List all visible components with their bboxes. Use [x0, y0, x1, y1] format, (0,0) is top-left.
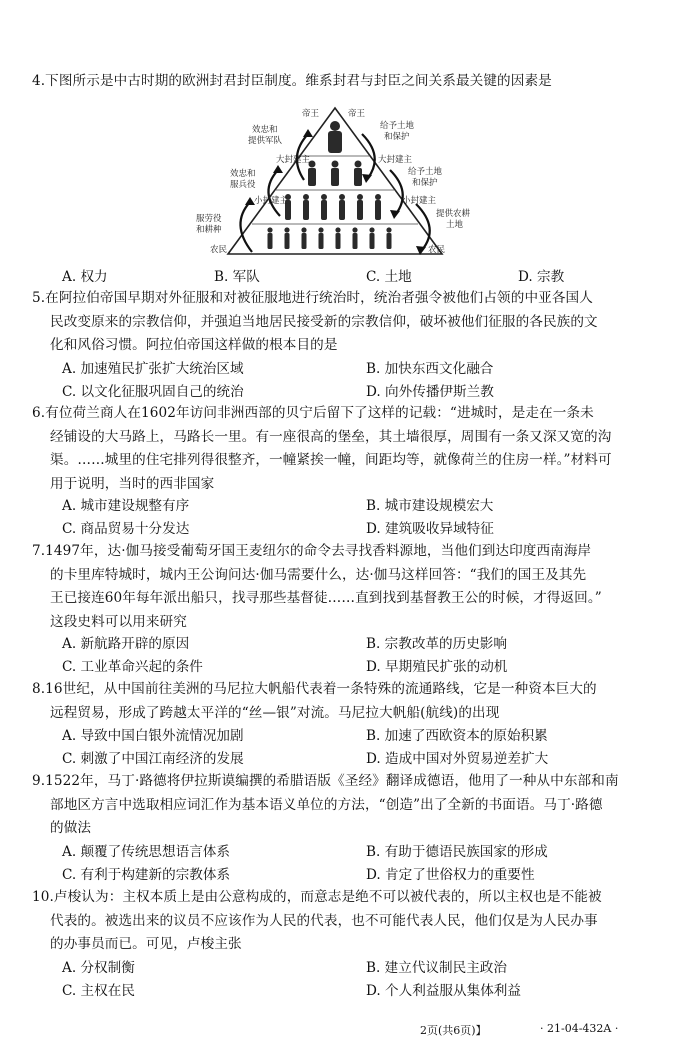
- svg-text:效忠和: 效忠和: [252, 125, 278, 135]
- right-label-emperor: 帝王: [348, 109, 366, 119]
- question-7: 7.1497年，达·伽马接受葡萄牙国王麦纽尔的命令去寻找香料源地，当他们到达印度西南海岸 的卡里库特城时，城内王公询问达·伽马需要什么，达·伽马这样回答：“我们的国王及其先 王已接连60年每年派出船只，找寻那些基督徒……直到找到基督教王公的时候，才得返回。” 这段史料可以用来研究: [32, 543, 602, 630]
- question-4: [32, 70, 652, 94]
- svg-text:和耕种: 和耕种: [196, 225, 222, 235]
- svg-text:服兵役: 服兵役: [230, 180, 256, 190]
- question-6: 6.有位荷兰商人在1602年访问非洲西部的贝宁后留下了这样的记载：“进城时，是走在一条未 经铺设的大马路上，马路长一里。有一座很高的堡垒，其土墙很厚，周围有一条又深又宽的沟 渠。……城里的住宅排列得很整齐，一幢紧挨一幢，间距均等，就像荷兰的住房一样。”材料可 用于说明，当时的西非国家: [32, 405, 612, 492]
- paper-code: · 21-04-432A ·: [540, 1022, 619, 1035]
- question-8: 8.16世纪，从中国前往美洲的马尼拉大帆船代表着一条特殊的流通路线，它是一种资本巨大的 远程贸易，形成了跨越太平洋的“丝—银”对流。马尼拉大帆船(航线)的出现: [32, 681, 597, 721]
- svg-text:小封建主: 小封建主: [254, 196, 289, 206]
- svg-text:大封建主: 大封建主: [378, 155, 413, 165]
- svg-text:给予土地: 给予土地: [380, 121, 415, 131]
- peasant-icons: [267, 227, 391, 249]
- svg-text:和保护: 和保护: [412, 178, 438, 188]
- question-9-options: A. 颠覆了传统思想语言体系 B. 有助于德语民族国家的形成 C. 有利于构建新的宗教体系 D. 肯定了世俗权力的重要性: [62, 844, 548, 883]
- question-7-options: A. 新航路开辟的原因 B. 宗教改革的历史影响 C. 工业革命兴起的条件 D. 早期殖民扩张的动机: [62, 636, 508, 675]
- question-5-options: A. 加速殖民扩张扩大统治区域 B. 加快东西文化融合 C. 以文化征服巩固自己的统治 D. 向外传播伊斯兰教: [62, 361, 494, 400]
- svg-text:效忠和: 效忠和: [230, 169, 256, 179]
- question-10: 10.卢梭认为：主权本质上是由公意构成的，而意志是绝不可以被代表的，所以主权也是不能被 代表的。被选出来的议员不应该作为人民的代表，也不可能代表人民，他们仅是为人民办事 的办事员而已。可见，卢梭主张: [32, 889, 602, 952]
- left-label-emperor: 帝王: [302, 109, 320, 119]
- svg-text:农民: 农民: [210, 245, 228, 255]
- svg-text:农民: 农民: [428, 245, 446, 255]
- option-b: B. 军队: [214, 269, 260, 285]
- svg-text:土地: 土地: [446, 220, 464, 230]
- great-lord-icons: [308, 161, 362, 187]
- option-a: A. 权力: [62, 269, 108, 285]
- svg-text:和保护: 和保护: [384, 132, 410, 142]
- svg-text:给予土地: 给予土地: [408, 167, 443, 177]
- question-4-stem: 4.下图所示是中古时期的欧洲封君封臣制度。维系封君与封臣之间关系最关键的因素是: [32, 73, 552, 89]
- figure-icons: [267, 121, 391, 249]
- svg-text:大封建主: 大封建主: [276, 155, 311, 165]
- question-8-options: A. 导致中国白银外流情况加剧 B. 加速了西欧资本的原始积累 C. 刺激了中国江南经济的发展 D. 造成中国对外贸易逆差扩大: [62, 728, 549, 767]
- feudal-pyramid-diagram: [190, 104, 480, 262]
- question-10-options: A. 分权制衡 B. 建立代议制民主政治 C. 主权在民 D. 个人利益服从集体利益: [62, 960, 521, 999]
- small-lord-icons: [285, 194, 381, 220]
- question-5: 5.在阿拉伯帝国早期对外征服和对被征服地进行统治时，统治者强令被他们占领的中亚各国人 民改变原来的宗教信仰，并强迫当地居民接受新的宗教信仰，破坏被他们征服的各民族的文 化和风俗习惯。阿拉伯帝国这样做的根本目的是: [32, 290, 598, 353]
- svg-text:提供军队: 提供军队: [248, 136, 283, 146]
- option-c: C. 土地: [366, 269, 412, 285]
- question-9: 9.1522年，马丁·路德将伊拉斯谟编撰的希腊语版《圣经》翻译成德语，他用了一种从中东部和南 部地区方言中选取相应词汇作为基本语义单位的方法，“创造”出了全新的书面语。马丁·路德 的做法: [32, 773, 619, 836]
- svg-text:提供农耕: 提供农耕: [436, 209, 471, 219]
- option-d: D. 宗教: [518, 269, 565, 285]
- svg-text:服劳役: 服劳役: [196, 214, 222, 224]
- upward-arrows: [240, 134, 308, 252]
- question-6-options: A. 城市建设规整有序 B. 城市建设规模宏大 C. 商品贸易十分发达 D. 建筑吸收异域特征: [62, 498, 494, 537]
- question-4-options: [62, 265, 652, 289]
- svg-text:小封建主: 小封建主: [402, 196, 437, 206]
- page-number: 2页(共6页)】: [420, 1024, 487, 1037]
